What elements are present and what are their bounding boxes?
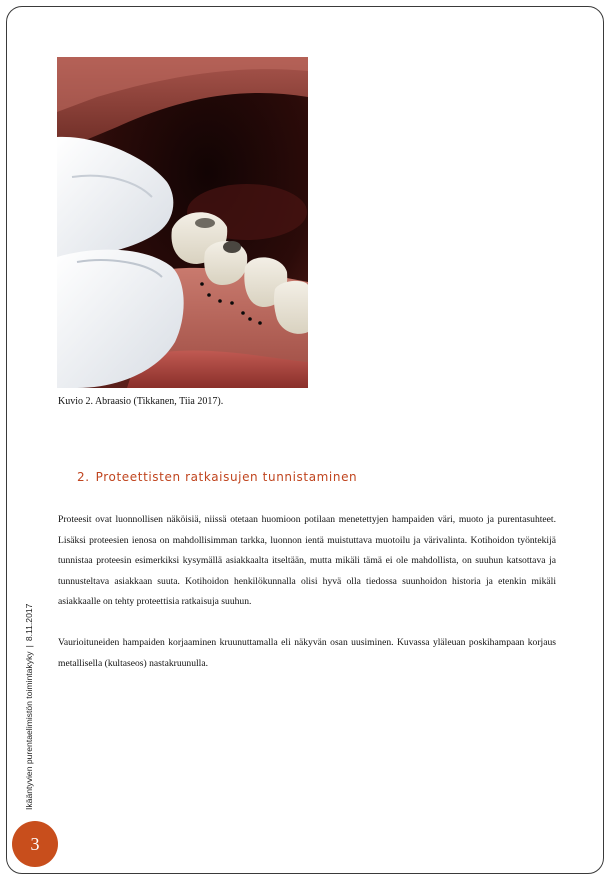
paragraph-2: Vaurioituneiden hampaiden korjaaminen kruunuttamalla eli näkyvän osan uusiminen. Kuvassa yläleuan poskihampaan korjaus metallisella (kultaseos) nastakruunulla.	[58, 637, 556, 669]
section-title: Proteettisten ratkaisujen tunnistaminen	[95, 470, 358, 484]
paragraph-1: Proteesit ovat luonnollisen näköisiä, niissä otetaan huomioon potilaan menetettyjen hampaiden väri, muoto ja purentasuhteet. Lisäksi proteesien ienosa on mahdollisimman tarkka, luonnon ientä muistuttava muotoilu ja värivalinta. Kotihoidon työntekijä tunnistaa proteesin esimerkiksi kysymällä asiakkaalta itseltään, mutta mikäli tämä ei ole mahdollista, on suuhun katsottava ja tunnusteltava asiakkaan suuta. Kotihoidon henkilökunnalla olisi hyvä olla tiedossa suunhoidon historia ja etenkin mikäli asiakkaalle on tehty proteettisia ratkaisuja suuhun.	[58, 514, 556, 607]
figure-caption: Kuvio 2. Abraasio (Tikkanen, Tiia 2017).	[58, 396, 224, 407]
page-number: 3	[30, 833, 40, 854]
side-footer-separator: |	[24, 645, 34, 648]
page-number-badge	[12, 821, 58, 867]
section-heading	[77, 470, 357, 484]
side-footer-title: Ikääntyvien purentaelimistön toimintakyky	[24, 651, 34, 810]
figure-photo	[57, 57, 308, 388]
photo-illustration	[57, 57, 308, 388]
side-footer-label	[24, 604, 34, 810]
section-number: 2.	[77, 470, 90, 484]
side-footer-date: 8.11.2017	[24, 603, 34, 642]
